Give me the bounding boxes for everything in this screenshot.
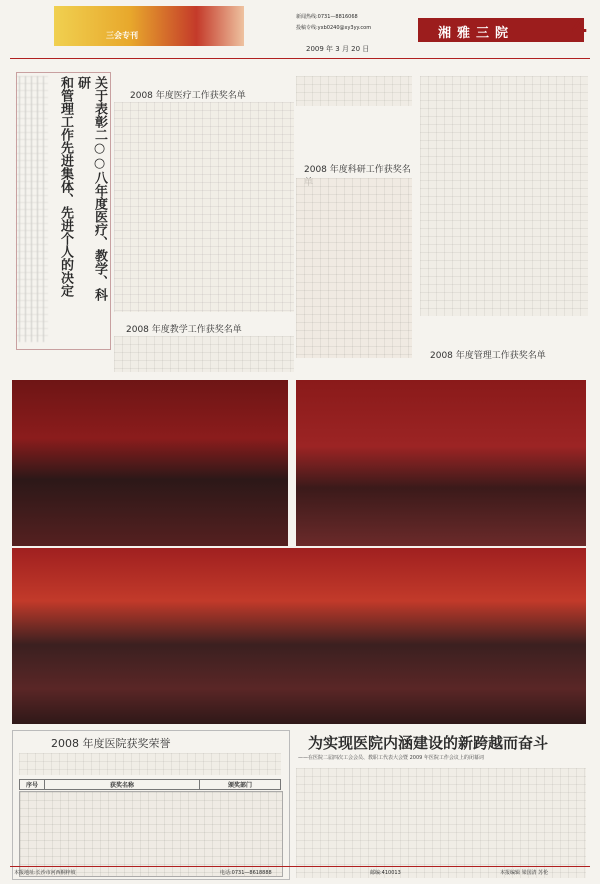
- medical-awards-title: 2008 年度医疗工作获奖名单: [130, 91, 246, 101]
- teaching-awards-list: [114, 336, 294, 372]
- issue-date: 2009 年 3 月 20 日: [306, 45, 370, 53]
- honors-table-rows: [19, 791, 283, 877]
- footer-postcode: 邮编:410013: [370, 870, 401, 876]
- feature-headline: 为实现医院内涵建设的新跨越而奋斗: [308, 734, 549, 752]
- management-awards: [420, 62, 590, 362]
- page-number: 4: [572, 16, 588, 41]
- hospital-honors-title: 2008 年度医院获奖荣誉: [51, 737, 171, 750]
- header-rule: [10, 58, 590, 59]
- meeting-photo-left: [12, 380, 288, 546]
- honors-intro-text: [19, 753, 281, 775]
- contact-box: [296, 14, 406, 44]
- medical-awards: [114, 62, 294, 312]
- footer-rule: [10, 866, 590, 867]
- teaching-awards: [114, 312, 294, 372]
- research-awards-list: [296, 178, 412, 358]
- banner-image: [54, 6, 244, 46]
- honors-col-issuer: 颁奖部门: [200, 780, 281, 790]
- lead-headline: 关于表彰二○○八年度医疗、教学、科研 和管理工作先进集体、先进个人的决定: [58, 76, 107, 301]
- honors-col-index: 序号: [20, 780, 45, 790]
- teaching-awards-title: 2008 年度教学工作获奖名单: [126, 325, 242, 335]
- hospital-honors: [12, 730, 290, 880]
- contact-hotline: 新闻热线:0731—8816068: [296, 14, 358, 20]
- medical-awards-list: [114, 102, 294, 312]
- banner-text: 三会专刊: [106, 31, 138, 40]
- research-awards: [296, 62, 416, 362]
- masthead-logo-text: 湘雅三院: [438, 26, 515, 41]
- meeting-photo-bottom: [12, 548, 586, 724]
- feature-subheadline: ——在医院二届四次工会会员、教职工代表大会暨 2009 年医院工作会议上的闭幕词: [298, 755, 484, 761]
- research-intro-text: [296, 76, 412, 106]
- header-banner: [0, 0, 600, 56]
- feature-body-text: [296, 768, 586, 878]
- management-awards-title: 2008 年度管理工作获奖名单: [430, 351, 546, 361]
- misc-awards-list: [420, 76, 588, 316]
- honors-table: [19, 779, 281, 790]
- footer-address: 本报地址:长沙市河西桐梓坡: [14, 870, 76, 876]
- footer-phone: 电话:0731—8618888: [220, 870, 272, 876]
- footer: [10, 870, 590, 882]
- lead-article: [16, 62, 110, 362]
- feature-article: [296, 730, 586, 878]
- lead-frame: [16, 72, 111, 350]
- footer-editors: 本报编辑 梁国清 苏伦: [500, 870, 549, 876]
- research-awards-title: 2008 年度科研工作获奖名: [304, 165, 411, 175]
- contact-email: 投稿专线:yxb0240@xy3yy.com: [296, 25, 372, 31]
- meeting-photo-right: [296, 380, 586, 546]
- honors-col-award: 获奖名称: [45, 780, 200, 790]
